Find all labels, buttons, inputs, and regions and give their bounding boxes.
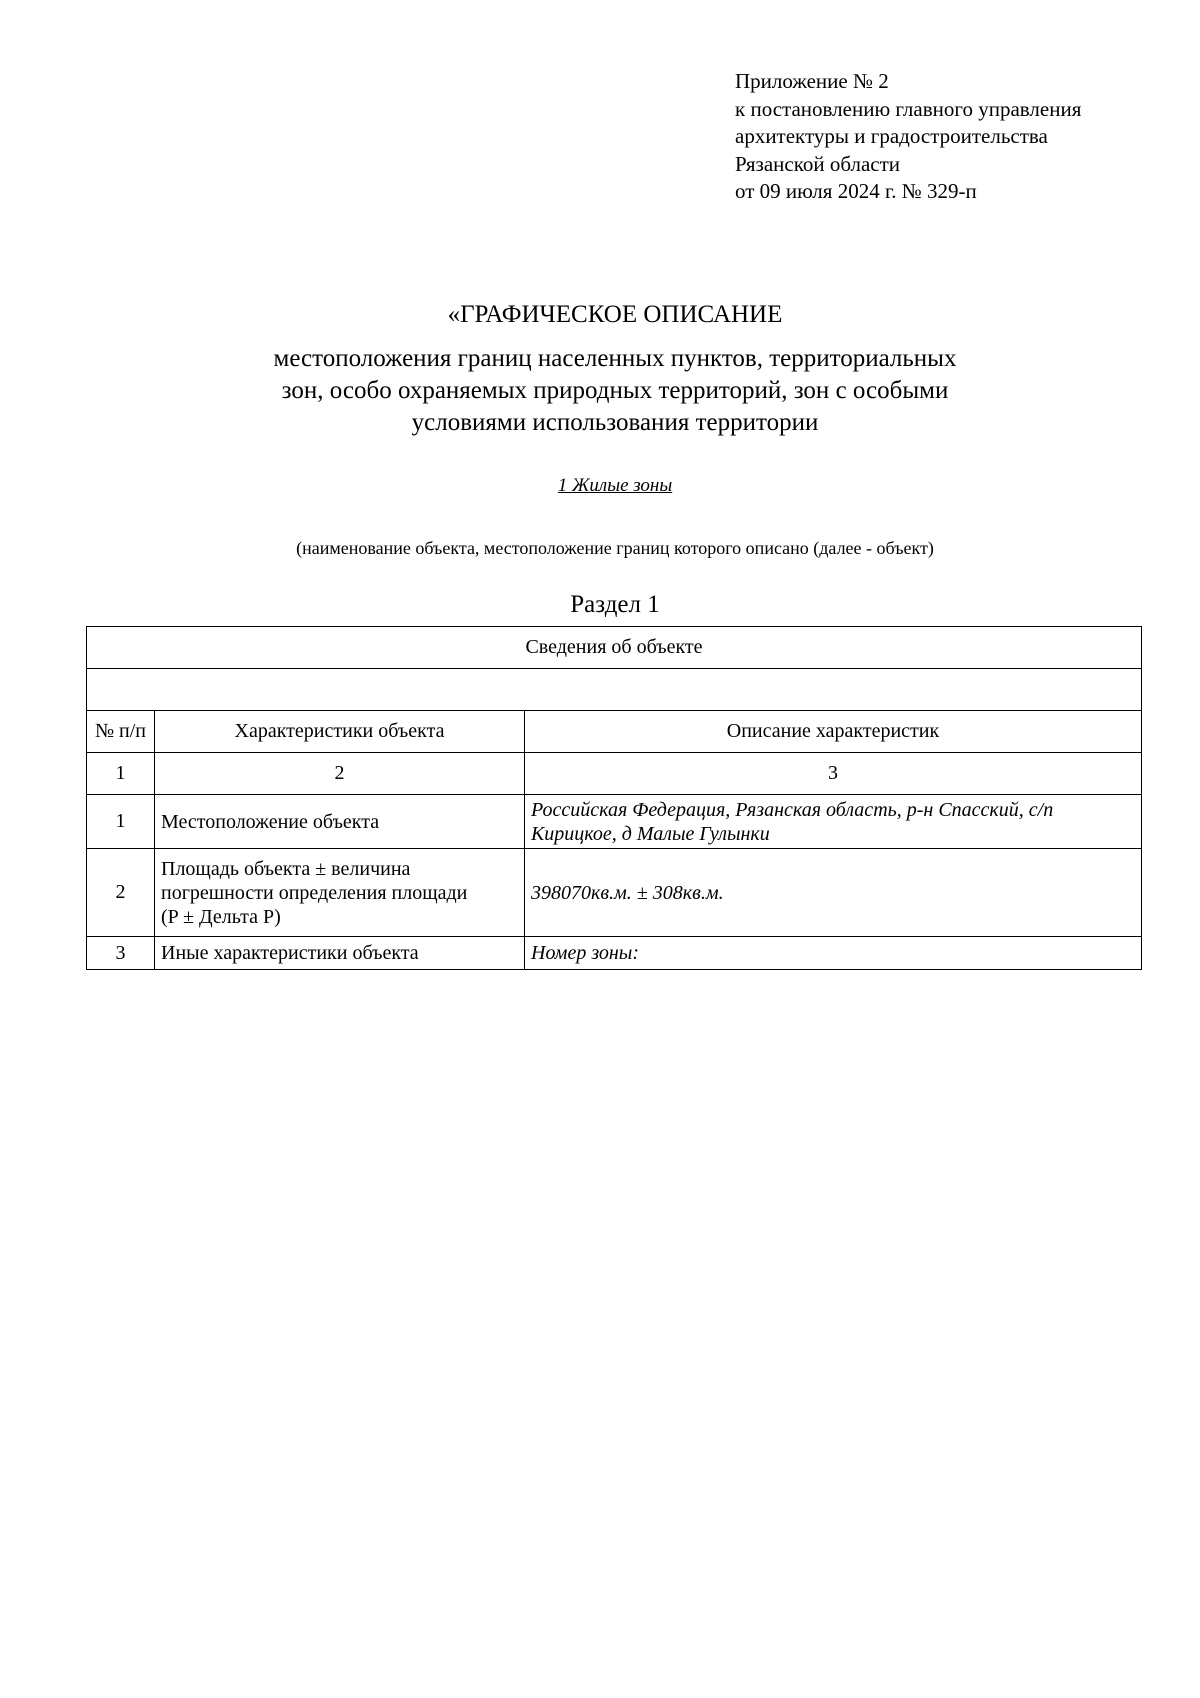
description-line: 398070кв.м. ± 308кв.м. <box>531 881 724 904</box>
table-header-row <box>87 711 1142 753</box>
row-number: 3 <box>87 937 155 970</box>
row-description <box>525 937 1142 970</box>
description-line: Номер зоны: <box>531 942 639 964</box>
appendix-block <box>735 68 1175 206</box>
header-description: Описание характеристик <box>525 711 1142 753</box>
appendix-line: архитектуры и градостроительства <box>735 124 1048 148</box>
row-characteristic <box>155 795 525 849</box>
appendix-line: Приложение № 2 <box>735 69 889 93</box>
description-line: Кирицкое, д Малые Гулынки <box>531 822 770 845</box>
characteristic-line: Местоположение объекта <box>161 810 380 833</box>
subtitle-line: местоположения границ населенных пунктов, территориальных <box>273 345 957 372</box>
column-number: 1 <box>87 753 155 795</box>
object-info-table <box>86 626 1142 970</box>
table-numbering-row <box>87 753 1142 795</box>
appendix-line: от 09 июля 2024 г. № 329-п <box>735 179 977 203</box>
row-description <box>525 849 1142 937</box>
object-name <box>0 474 1200 498</box>
characteristic-line: погрешности определения площади <box>161 881 468 904</box>
column-number: 2 <box>155 753 525 795</box>
characteristic-line: Площадь объекта ± величина <box>161 857 411 880</box>
appendix-line: к постановлению главного управления <box>735 96 1082 121</box>
characteristic-line: (P ± Дельта P) <box>161 905 281 928</box>
table-caption-row <box>87 627 1142 669</box>
row-number: 2 <box>87 849 155 937</box>
header-characteristic: Характеристики объекта <box>155 711 525 753</box>
characteristic-line: Иные характеристики объекта <box>161 942 419 964</box>
header-number: № п/п <box>87 711 155 753</box>
table-row <box>87 849 1142 937</box>
table-empty-cell <box>87 669 1142 711</box>
object-hint: (наименование объекта, местоположение границ которого описано (далее - объект) <box>296 538 934 558</box>
table-caption: Сведения об объекте <box>87 627 1142 669</box>
row-characteristic <box>155 937 525 970</box>
subtitle-line: условиями использования территории <box>411 409 819 436</box>
table-empty-row <box>87 669 1142 711</box>
description-line: Российская Федерация, Рязанская область, р-н Спасский, с/п <box>531 798 1054 821</box>
row-description <box>525 795 1142 849</box>
document-subtitle <box>0 343 1200 439</box>
row-characteristic <box>155 849 525 937</box>
table-row <box>87 937 1142 970</box>
document-title: «ГРАФИЧЕСКОЕ ОПИСАНИЕ <box>447 301 783 328</box>
object-name-text: 1 Жилые зоны <box>557 475 673 496</box>
row-number: 1 <box>87 795 155 849</box>
appendix-line: Рязанской области <box>735 151 901 176</box>
column-number: 3 <box>525 753 1142 795</box>
section-title: Раздел 1 <box>570 591 660 618</box>
table-row <box>87 795 1142 849</box>
subtitle-line: зон, особо охраняемых природных территорий, зон с особыми <box>281 377 949 404</box>
